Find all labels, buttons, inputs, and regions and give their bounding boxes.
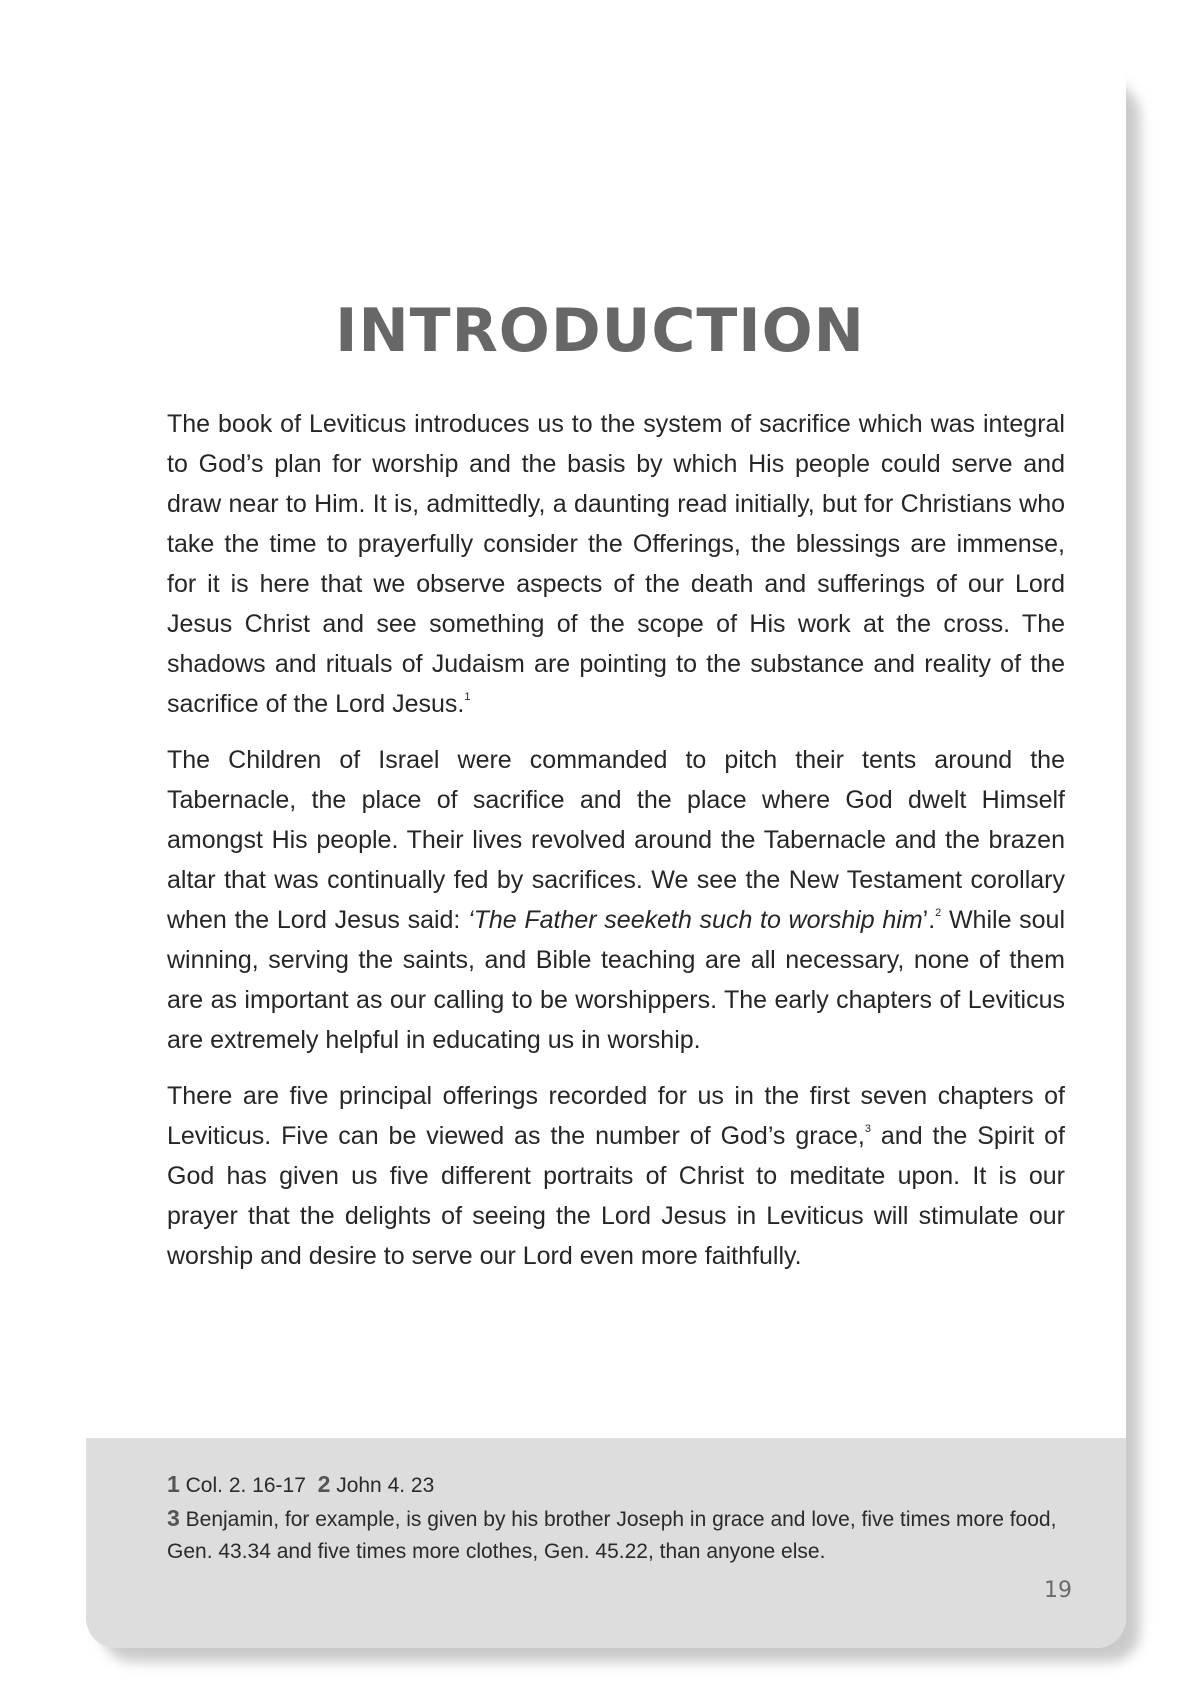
- body-text: [167, 404, 1065, 1292]
- paragraph-1-text: The book of Leviticus introduces us to the system of sacrifice which was integral to God’s plan for worship and the basis by which His people could serve and draw near to Him. It is, admittedly, a daunting read initially, but for Christians who take the time to prayerfully consider the Offerings, the blessings are immense, for it is here that we observe aspects of the death and sufferings of our Lord Jesus Christ and see something of the scope of His work at the cross. The shadows and rituals of Judaism are pointing to the substance and reality of the sacrifice of the Lord Jesus.: [167, 410, 1065, 718]
- page-number: 19: [1044, 1578, 1072, 1603]
- footnote-text-1: Col. 2. 16-17: [185, 1474, 306, 1497]
- footnote-line-1: [167, 1468, 1067, 1502]
- book-page: [86, 0, 1126, 1648]
- paragraph-3-text-after: and the Spirit of God has given us five different portraits of Christ to meditate upon. It is our prayer that the delights of seeing the Lord Jesus in Leviticus will stimulate our worship and desire to serve our Lord even more faithfully.: [167, 1122, 1065, 1270]
- paragraph-2-quote-close: ’.: [922, 906, 936, 934]
- paragraph-3: [167, 1076, 1065, 1276]
- paragraph-2-text-before: The Children of Israel were commanded to pitch their tents around the Tabernacle, the place of sacrifice and the place where God dwelt Himself amongst His people. Their lives revolved around the Tabernacle and the brazen altar that was continually fed by sacrifices. We see the New Testament corollary when the Lord Jesus said:: [167, 746, 1065, 934]
- footnotes: [167, 1468, 1067, 1568]
- footnote-ref-3: 3: [864, 1123, 871, 1135]
- page-title: INTRODUCTION: [335, 296, 865, 366]
- paragraph-2-quote: ‘The Father seeketh such to worship him: [468, 906, 923, 934]
- footnote-band: [86, 1438, 1126, 1648]
- footnote-ref-2: 2: [935, 907, 942, 919]
- paragraph-1: [167, 404, 1065, 724]
- footnote-text-2: John 4. 23: [336, 1474, 435, 1497]
- footnote-number-2: 2: [317, 1471, 331, 1497]
- footnote-line-2: [167, 1502, 1067, 1568]
- footnote-ref-1: 1: [464, 691, 471, 703]
- paragraph-2-text-after: While soul winning, serving the saints, and Bible teaching are all necessary, none of them are as important as our calling to be worshippers. The early chapters of Leviticus are extremely helpful in educating us in worship.: [167, 906, 1066, 1054]
- paragraph-3-text-before: There are five principal offerings recorded for us in the first seven chapters of Leviticus. Five can be viewed as the number of God’s grace,: [167, 1082, 1065, 1150]
- footnote-number-3: 3: [167, 1505, 180, 1531]
- footnote-text-3: Benjamin, for example, is given by his brother Joseph in grace and love, five times more food, Gen. 43.34 and five times more clothes, Gen. 45.22, than anyone else.: [167, 1508, 1057, 1563]
- footnote-number-1: 1: [167, 1471, 180, 1497]
- paragraph-2: [167, 740, 1065, 1060]
